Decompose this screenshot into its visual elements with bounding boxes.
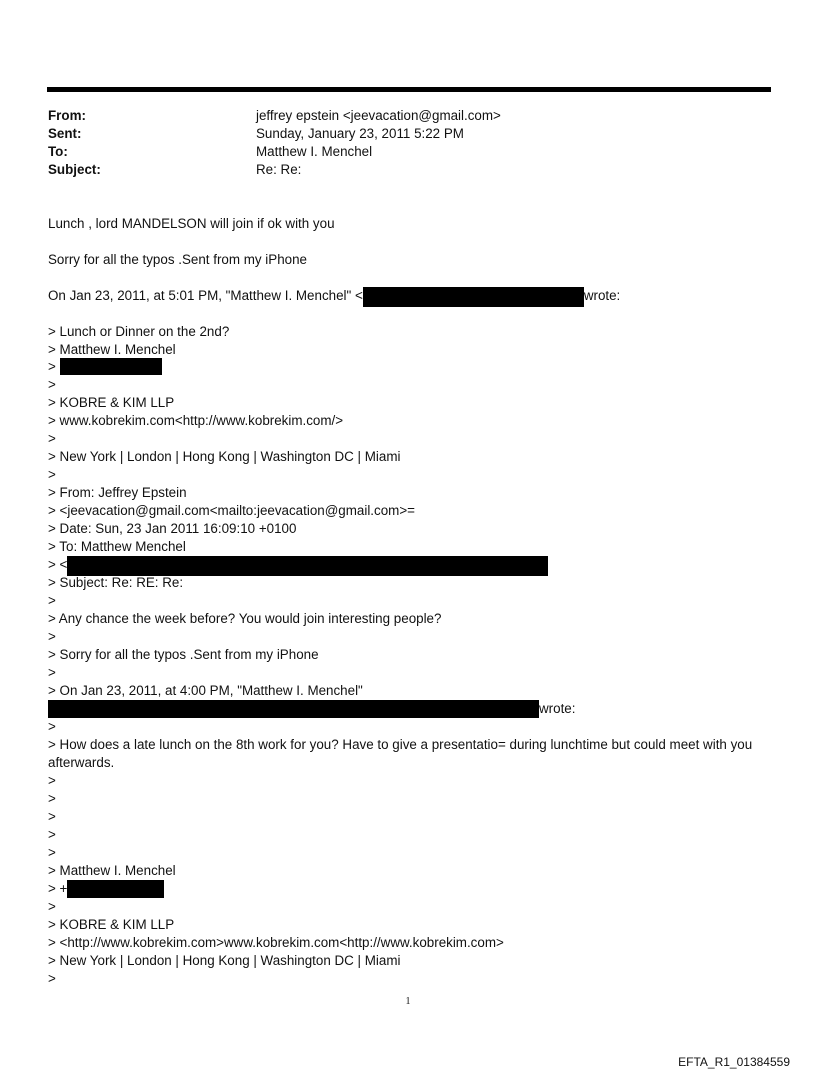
quoted-line: > Subject: Re: RE: Re: [48, 575, 184, 590]
quoted-line: > Date: Sun, 23 Jan 2011 16:09:10 +0100 [48, 521, 297, 536]
header-rule [47, 87, 771, 92]
quoted-line: > [48, 773, 56, 788]
from-row [48, 107, 501, 125]
quoted-line: > [48, 791, 56, 806]
quoted-line: > [48, 899, 56, 914]
quoted-line: > To: Matthew Menchel [48, 539, 186, 554]
quoted-line: > Sorry for all the typos .Sent from my iPhone [48, 647, 319, 662]
redaction-box [363, 287, 584, 307]
quoted-line: > From: Jeffrey Epstein [48, 485, 187, 500]
sent-value: Sunday, January 23, 2011 5:22 PM [256, 126, 464, 141]
reply-intro-wrote: wrote: [583, 288, 621, 303]
to-value: Matthew I. Menchel [256, 144, 373, 159]
to-row [48, 143, 501, 161]
page-number: 1 [405, 996, 411, 1007]
quoted-line: > KOBRE & KIM LLP [48, 917, 175, 932]
quoted-line: > Any chance the week before? You would join interesting people? [48, 611, 442, 626]
sent-label: Sent: [48, 126, 82, 141]
from-value: jeffrey epstein <jeevacation@gmail.com> [256, 108, 501, 123]
quoted-line: > New York | London | Hong Kong | Washington DC | Miami [48, 953, 401, 968]
quoted-line: > [48, 827, 56, 842]
redaction-box [48, 700, 539, 718]
quoted-line [48, 556, 548, 574]
redaction-box [67, 556, 548, 576]
quoted-line: > [48, 971, 56, 986]
bates-number: EFTA_R1_01384559 [678, 1055, 790, 1069]
to-label: To: [48, 144, 68, 159]
body-line: Sorry for all the typos .Sent from my iPhone [48, 252, 307, 267]
email-header [48, 107, 501, 179]
redaction-box [60, 358, 162, 375]
quoted-line: > KOBRE & KIM LLP [48, 395, 175, 410]
quoted-line: > www.kobrekim.com<http://www.kobrekim.com/> [48, 413, 344, 428]
sent-row [48, 125, 501, 143]
quoted-line: > <http://www.kobrekim.com>www.kobrekim.com<http://www.kobrekim.com> [48, 935, 504, 950]
quoted-line: > On Jan 23, 2011, at 4:00 PM, "Matthew I. Menchel" [48, 683, 363, 698]
quoted-prefix: > [48, 359, 60, 374]
quoted-line: > [48, 809, 56, 824]
quoted-line: > [48, 629, 56, 644]
quoted-line: > [48, 377, 56, 392]
quoted-line: > Matthew I. Menchel [48, 863, 176, 878]
quoted-line: > [48, 431, 56, 446]
quoted-line [48, 358, 162, 376]
quoted-line: > How does a late lunch on the 8th work for you? Have to give a presentatio= during lunchtime but could meet with you [48, 737, 753, 752]
body-line [48, 287, 620, 305]
quoted-line: > [48, 593, 56, 608]
from-label: From: [48, 108, 86, 123]
quoted-line: > <jeevacation@gmail.com<mailto:jeevacation@gmail.com>= [48, 503, 415, 518]
quoted-line: > [48, 845, 56, 860]
quoted-line: > Matthew I. Menchel [48, 342, 176, 357]
subject-row [48, 161, 501, 179]
quoted-line: afterwards. [48, 755, 115, 770]
quoted-line: > New York | London | Hong Kong | Washington DC | Miami [48, 449, 401, 464]
quoted-line [48, 700, 575, 718]
quoted-wrote: wrote: [539, 701, 576, 716]
quoted-line: > [48, 719, 56, 734]
quoted-line: > [48, 665, 56, 680]
reply-intro-text: On Jan 23, 2011, at 5:01 PM, "Matthew I. Menchel" < [48, 288, 363, 303]
subject-value: Re: Re: [256, 162, 302, 177]
subject-label: Subject: [48, 162, 101, 177]
quoted-line: > [48, 467, 56, 482]
quoted-prefix: > < [48, 557, 68, 572]
redaction-box [67, 880, 164, 898]
body-line: Lunch , lord MANDELSON will join if ok with you [48, 216, 335, 231]
quoted-line: > Lunch or Dinner on the 2nd? [48, 324, 230, 339]
quoted-prefix: > + [48, 881, 68, 896]
quoted-line [48, 880, 164, 898]
